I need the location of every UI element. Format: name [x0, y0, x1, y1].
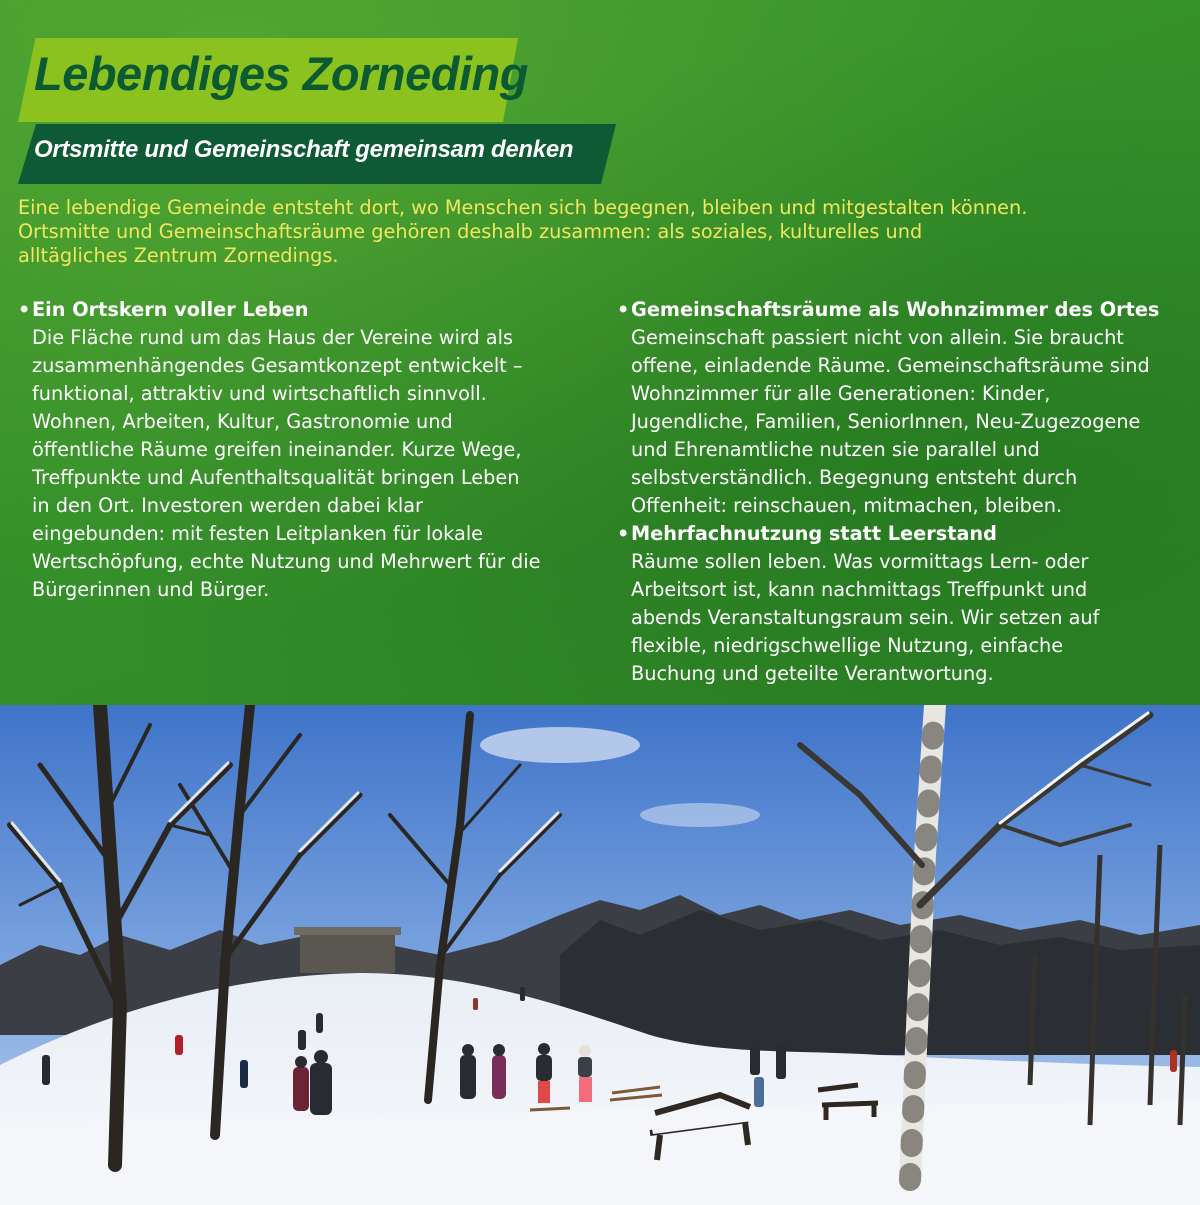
body-line: selbstverständlich. Begegnung entsteht durch: [631, 466, 1078, 489]
body-line: offene, einladende Räume. Gemeinschaftsräume sind: [631, 354, 1150, 377]
page-title: Lebendiges Zorneding: [34, 47, 528, 100]
pavilion: [300, 933, 395, 973]
body-line: Wohnzimmer für alle Generationen: Kinder,: [631, 382, 1051, 405]
page-subtitle: Ortsmitte und Gemeinschaft gemeinsam denken: [34, 136, 574, 163]
body-line: Die Fläche rund um das Haus der Vereine wird als: [32, 326, 514, 349]
section-body: [631, 548, 1192, 688]
left-column: [18, 296, 598, 604]
body-line: abends Veranstaltungsraum sein. Wir setzen auf: [631, 606, 1100, 629]
cloud: [480, 727, 640, 763]
body-line: Arbeitsort ist, kann nachmittags Treffpunkt und: [631, 578, 1088, 601]
body-line: Buchung und geteilte Verantwortung.: [631, 662, 994, 685]
body-line: Wohnen, Arbeiten, Kultur, Gastronomie und: [32, 410, 453, 433]
body-line: öffentliche Räume greifen ineinander. Kurze Wege,: [32, 438, 522, 461]
body-line: Offenheit: reinschauen, mitmachen, bleiben.: [631, 494, 1063, 517]
body-line: Jugendliche, Familien, SeniorInnen, Neu-Zugezogene: [631, 410, 1141, 433]
body-line: und Ehrenamtliche nutzen sie parallel und: [631, 438, 1040, 461]
body-line: Wertschöpfung, echte Nutzung und Mehrwert für die: [32, 550, 541, 573]
cloud: [640, 803, 760, 827]
section-title: [617, 296, 1192, 324]
section-title-text: Mehrfachnutzung statt Leerstand: [631, 522, 997, 545]
body-line: in den Ort. Investoren werden dabei klar: [32, 494, 423, 517]
section-mehrfachnutzung: [617, 520, 1192, 688]
body-line: flexible, niedrigschwellige Nutzung, einfache: [631, 634, 1064, 657]
section-body: [631, 324, 1192, 520]
pavilion-roof: [294, 927, 401, 935]
right-column: [617, 296, 1192, 688]
intro-paragraph: [18, 196, 1188, 268]
body-line: Räume sollen leben. Was vormittags Lern- oder: [631, 550, 1089, 573]
body-line: Bürgerinnen und Bürger.: [32, 578, 270, 601]
winter-park-photo: [0, 705, 1200, 1205]
intro-line: alltägliches Zentrum Zornedings.: [18, 244, 339, 267]
bullet: •: [617, 522, 630, 545]
section-title: [617, 520, 1192, 548]
body-line: Gemeinschaft passiert nicht von allein. Sie braucht: [631, 326, 1124, 349]
section-gemeinschaftsraeume: [617, 296, 1192, 520]
section-title-text: Gemeinschaftsräume als Wohnzimmer des Ortes: [631, 298, 1160, 321]
intro-line: Eine lebendige Gemeinde entsteht dort, wo Menschen sich begegnen, bleiben und mitgestalten können.: [18, 196, 1028, 219]
section-title-text: Ein Ortskern voller Leben: [32, 298, 309, 321]
body-line: funktional, attraktiv und wirtschaftlich sinnvoll.: [32, 382, 487, 405]
section-title: [18, 296, 598, 324]
section-ortskern: [18, 296, 598, 604]
section-body: [32, 324, 598, 604]
bullet: •: [617, 298, 630, 321]
bullet: •: [18, 298, 31, 321]
snowy-park-illustration: [0, 705, 1200, 1205]
body-line: zusammenhängendes Gesamtkonzept entwickelt –: [32, 354, 523, 377]
intro-line: Ortsmitte und Gemeinschaftsräume gehören deshalb zusammen: als soziales, kulturelles und: [18, 220, 923, 243]
body-line: Treffpunkte und Aufenthaltsqualität bringen Leben: [32, 466, 520, 489]
body-line: eingebunden: mit festen Leitplanken für lokale: [32, 522, 484, 545]
